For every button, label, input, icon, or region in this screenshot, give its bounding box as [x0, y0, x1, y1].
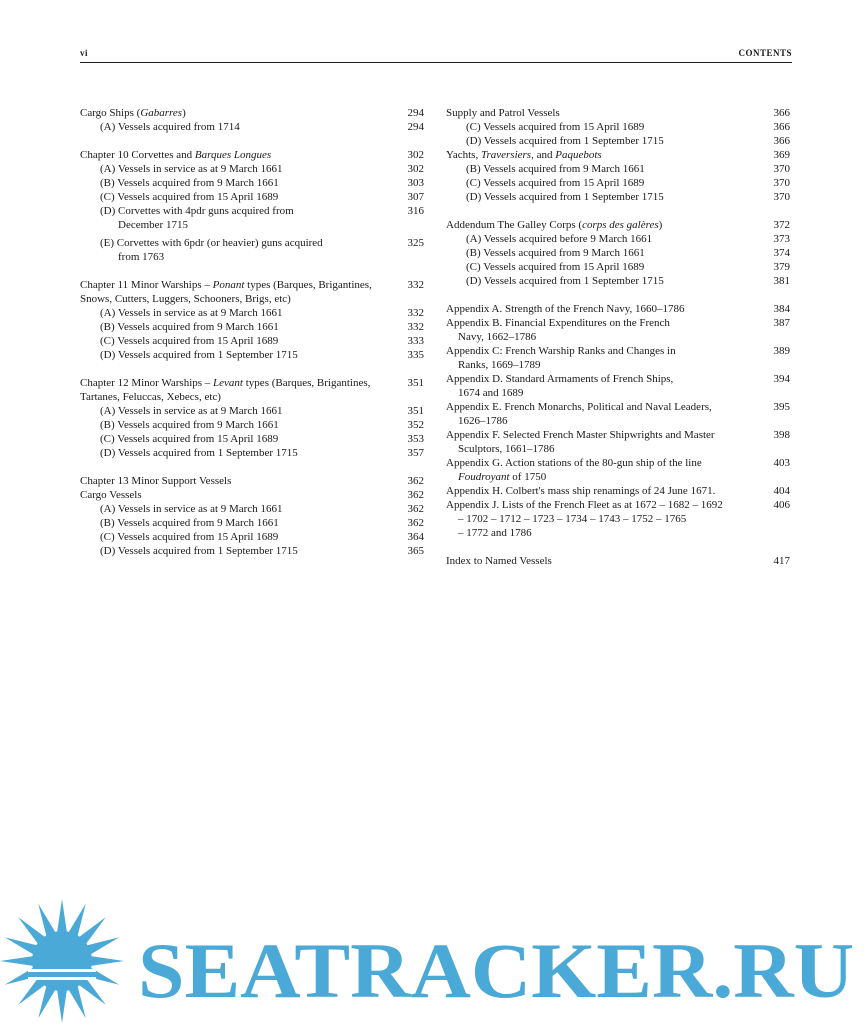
toc-entry-chapter-11: Chapter 11 Minor Warships – Ponant types (Barques, Brigantines, Snows, Cutters, Luggers, Schooners, Brigs, etc) 332	[80, 279, 424, 305]
sun-burst-icon	[0, 899, 124, 1023]
toc-entry-addendum: Addendum The Galley Corps (corps des galères) 372	[446, 219, 790, 231]
toc-subentry: (D) Corvettes with 4pdr guns acquired from December 1715 316	[100, 205, 424, 231]
toc-entry-appendix-h: Appendix H. Colbert's mass ship renamings of 24 June 1671. 404	[446, 485, 790, 497]
toc-entry-appendix-e: Appendix E. French Monarchs, Political and Naval Leaders, 1626–1786 395	[446, 401, 790, 427]
toc-subentry: (B) Vessels acquired from 9 March 1661 352	[100, 419, 424, 431]
toc-subentry: (A) Vessels in service as at 9 March 1661 302	[100, 163, 424, 175]
toc-entry-appendix-d: Appendix D. Standard Armaments of French Ships, 1674 and 1689 394	[446, 373, 790, 399]
toc-subentry: (B) Vessels acquired from 9 March 1661 374	[466, 247, 790, 259]
toc-subentry: (A) Vessels acquired from 1714 294	[100, 121, 424, 133]
toc-subentry: (C) Vessels acquired from 15 April 1689 364	[100, 531, 424, 543]
toc-subentry: (E) Corvettes with 6pdr (or heavier) guns acquired from 1763 325	[100, 237, 424, 263]
toc-subentry: (B) Vessels acquired from 9 March 1661 370	[466, 163, 790, 175]
toc-entry-cargo-ships: Cargo Ships (Gabarres) 294	[80, 107, 424, 119]
toc-subentry: (A) Vessels acquired before 9 March 1661 373	[466, 233, 790, 245]
toc-subentry: (B) Vessels acquired from 9 March 1661 303	[100, 177, 424, 189]
watermark-text: SEATRACKER.RU	[138, 927, 855, 1014]
toc-subentry: (D) Vessels acquired from 1 September 1715 365	[100, 545, 424, 557]
toc-entry-cargo-vessels: Cargo Vessels 362	[80, 489, 424, 501]
toc-subentry: (C) Vessels acquired from 15 April 1689 370	[466, 177, 790, 189]
toc-subentry: (D) Vessels acquired from 1 September 1715 366	[466, 135, 790, 147]
toc-subentry: (C) Vessels acquired from 15 April 1689 379	[466, 261, 790, 273]
toc-entry-appendix-j: Appendix J. Lists of the French Fleet as at 1672 – 1682 – 1692 – 1702 – 1712 – 1723 – 1734 – 1743 – 1752 – 1765 – 1772 and 1786 406	[446, 499, 790, 539]
toc-left-column	[80, 106, 424, 558]
page-ref: 294	[407, 107, 424, 119]
toc-subentry: (D) Vessels acquired from 1 September 1715 357	[100, 447, 424, 459]
toc-subentry: (B) Vessels acquired from 9 March 1661 332	[100, 321, 424, 333]
toc-entry-chapter-10: Chapter 10 Corvettes and Barques Longues 302	[80, 149, 424, 161]
toc-entry-chapter-12: Chapter 12 Minor Warships – Levant types (Barques, Brigantines, Tartanes, Feluccas, Xebecs, etc) 351	[80, 377, 424, 403]
running-title: CONTENTS	[738, 48, 792, 58]
seatracker-watermark	[0, 895, 866, 1024]
toc-subentry: (A) Vessels in service as at 9 March 1661 362	[100, 503, 424, 515]
page-header	[80, 46, 792, 63]
toc-entry-supply: Supply and Patrol Vessels 366	[446, 107, 790, 119]
toc-subentry: (A) Vessels in service as at 9 March 1661 351	[100, 405, 424, 417]
toc-subentry: (C) Vessels acquired from 15 April 1689 366	[466, 121, 790, 133]
toc-entry-appendix-g: Appendix G. Action stations of the 80-gun ship of the line Foudroyant of 1750 403	[446, 457, 790, 483]
toc-entry-appendix-a: Appendix A. Strength of the French Navy, 1660–1786 384	[446, 303, 790, 315]
toc-entry-appendix-f: Appendix F. Selected French Master Shipwrights and Master Sculptors, 1661–1786 398	[446, 429, 790, 455]
toc-entry-appendix-c: Appendix C: French Warship Ranks and Changes in Ranks, 1669–1789 389	[446, 345, 790, 371]
toc-entry-chapter-13: Chapter 13 Minor Support Vessels 362	[80, 475, 424, 487]
page-number: vi	[80, 48, 89, 58]
toc-entry-yachts: Yachts, Traversiers, and Paquebots 369	[446, 149, 790, 161]
toc-subentry: (C) Vessels acquired from 15 April 1689 333	[100, 335, 424, 347]
toc-subentry: (A) Vessels in service as at 9 March 1661 332	[100, 307, 424, 319]
toc-entry-appendix-b: Appendix B. Financial Expenditures on the French Navy, 1662–1786 387	[446, 317, 790, 343]
toc-subentry: (D) Vessels acquired from 1 September 1715 381	[466, 275, 790, 287]
toc-subentry: (C) Vessels acquired from 15 April 1689 353	[100, 433, 424, 445]
toc-subentry: (C) Vessels acquired from 15 April 1689 307	[100, 191, 424, 203]
toc-right-column	[446, 106, 790, 568]
toc-subentry: (D) Vessels acquired from 1 September 1715 335	[100, 349, 424, 361]
toc-subentry: (D) Vessels acquired from 1 September 1715 370	[466, 191, 790, 203]
toc-subentry: (B) Vessels acquired from 9 March 1661 362	[100, 517, 424, 529]
toc-entry-index: Index to Named Vessels 417	[446, 555, 790, 567]
